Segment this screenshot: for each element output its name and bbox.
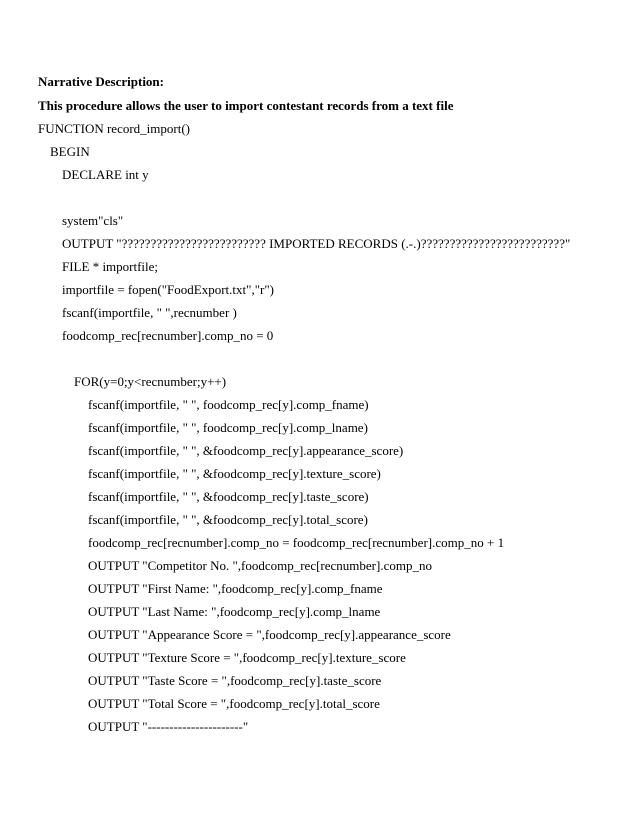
loop-line: fscanf(importfile, " ", &foodcomp_rec[y].texture_score) [88, 466, 381, 481]
declare-statement: DECLARE int y [62, 167, 149, 182]
loop-line: fscanf(importfile, " ", &foodcomp_rec[y].taste_score) [88, 489, 369, 504]
loop-line: OUTPUT "First Name: ",foodcomp_rec[y].comp_fname [88, 581, 383, 596]
file-declaration: FILE * importfile; [62, 259, 159, 274]
for-loop-header: FOR(y=0;y<recnumber;y++) [74, 374, 227, 389]
loop-line: OUTPUT "Taste Score = ",foodcomp_rec[y].taste_score [88, 673, 382, 688]
function-declaration: FUNCTION record_import() [38, 121, 190, 136]
fscanf-recnumber-statement: fscanf(importfile, " ",recnumber ) [62, 305, 237, 320]
loop-line: OUTPUT "Last Name: ",foodcomp_rec[y].comp_lname [88, 604, 381, 619]
loop-line: fscanf(importfile, " ", &foodcomp_rec[y].appearance_score) [88, 443, 404, 458]
narrative-heading: Narrative Description: [38, 74, 164, 89]
loop-line: fscanf(importfile, " ", foodcomp_rec[y].comp_fname) [88, 397, 369, 412]
loop-line: fscanf(importfile, " ", foodcomp_rec[y].comp_lname) [88, 420, 368, 435]
fopen-statement: importfile = fopen("FoodExport.txt","r") [62, 282, 274, 297]
loop-line: OUTPUT "Competitor No. ",foodcomp_rec[recnumber].comp_no [88, 558, 432, 573]
system-cls-statement: system"cls" [62, 213, 124, 228]
loop-line: OUTPUT "Total Score = ",foodcomp_rec[y].total_score [88, 696, 380, 711]
procedure-description: This procedure allows the user to import contestant records from a text file [38, 98, 454, 113]
loop-line: OUTPUT "----------------------" [88, 719, 249, 734]
loop-line: fscanf(importfile, " ", &foodcomp_rec[y].total_score) [88, 512, 368, 527]
loop-line: OUTPUT "Appearance Score = ",foodcomp_rec[y].appearance_score [88, 627, 451, 642]
output-banner-statement: OUTPUT "????????????????????????? IMPORTED RECORDS (.-.)?????????????????????????" [62, 236, 571, 251]
loop-line: foodcomp_rec[recnumber].comp_no = foodcomp_rec[recnumber].comp_no + 1 [88, 535, 505, 550]
loop-line: OUTPUT "Texture Score = ",foodcomp_rec[y].texture_score [88, 650, 406, 665]
begin-keyword: BEGIN [50, 144, 90, 159]
comp-no-init-statement: foodcomp_rec[recnumber].comp_no = 0 [62, 328, 274, 343]
